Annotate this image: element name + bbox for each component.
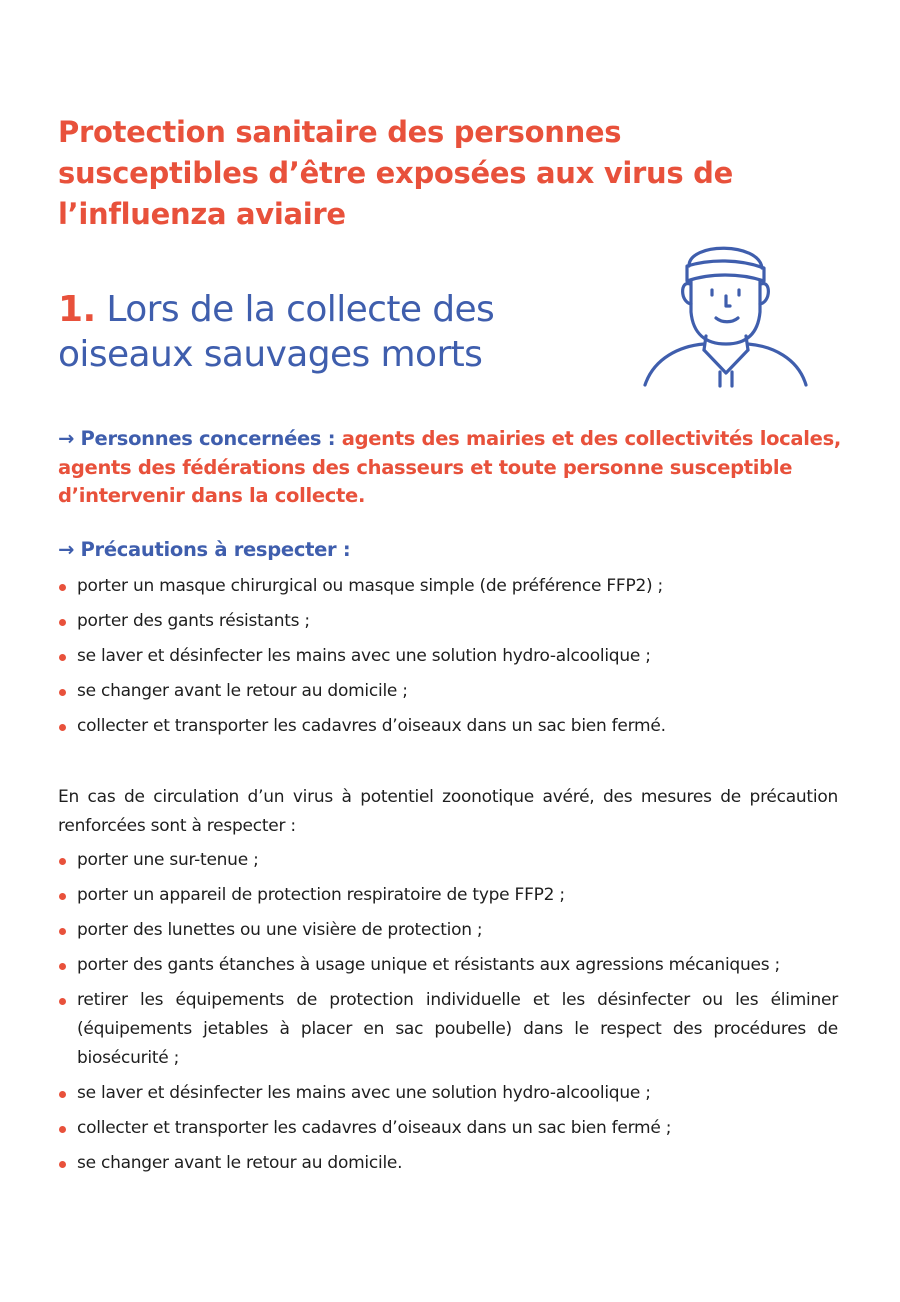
worker-with-cap-icon — [640, 232, 810, 392]
section-heading — [58, 287, 618, 377]
persons-concerned — [58, 425, 848, 511]
list-item: porter des lunettes ou une visière de protection ; — [58, 916, 838, 945]
list-item: se laver et désinfecter les mains avec une solution hydro-alcoolique ; — [58, 1079, 838, 1108]
precautions-heading: → Précautions à respecter : — [58, 538, 351, 561]
list-item: se changer avant le retour au domicile. — [58, 1149, 838, 1178]
list-item: retirer les équipements de protection individuelle et les désinfecter ou les éliminer (équipements jetables à placer en sac poubelle) dans le respect des procédures de biosécurité ; — [58, 986, 838, 1073]
list-item: se laver et désinfecter les mains avec une solution hydro-alcoolique ; — [58, 642, 838, 671]
section-number: 1. — [58, 289, 96, 330]
persons-concerned-label: → Personnes concernées : — [58, 427, 336, 450]
persons-concerned-text: agents des mairies et des collectivités locales, agents des fédérations des chasseurs et toute personne susceptible d’intervenir dans la collecte. — [58, 427, 842, 507]
list-item: porter un masque chirurgical ou masque simple (de préférence FFP2) ; — [58, 572, 838, 601]
list-item: porter des gants étanches à usage unique et résistants aux agressions mécaniques ; — [58, 951, 838, 980]
page-title: Protection sanitaire des personnes susceptibles d’être exposées aux virus de l’influenza aviaire — [58, 115, 733, 231]
list-item: porter des gants résistants ; — [58, 607, 838, 636]
list-item: se changer avant le retour au domicile ; — [58, 677, 838, 706]
reinforced-intro: En cas de circulation d’un virus à potentiel zoonotique avéré, des mesures de précaution renforcées sont à respecter : — [58, 787, 838, 836]
list-item: collecter et transporter les cadavres d’oiseaux dans un sac bien fermé. — [58, 712, 838, 741]
precautions-list — [58, 572, 838, 747]
list-item: porter une sur-tenue ; — [58, 846, 838, 875]
section-title: Lors de la collecte des oiseaux sauvages morts — [58, 289, 495, 375]
list-item: collecter et transporter les cadavres d’oiseaux dans un sac bien fermé ; — [58, 1114, 838, 1143]
list-item: porter un appareil de protection respiratoire de type FFP2 ; — [58, 881, 838, 910]
reinforced-precautions-list — [58, 846, 838, 1184]
